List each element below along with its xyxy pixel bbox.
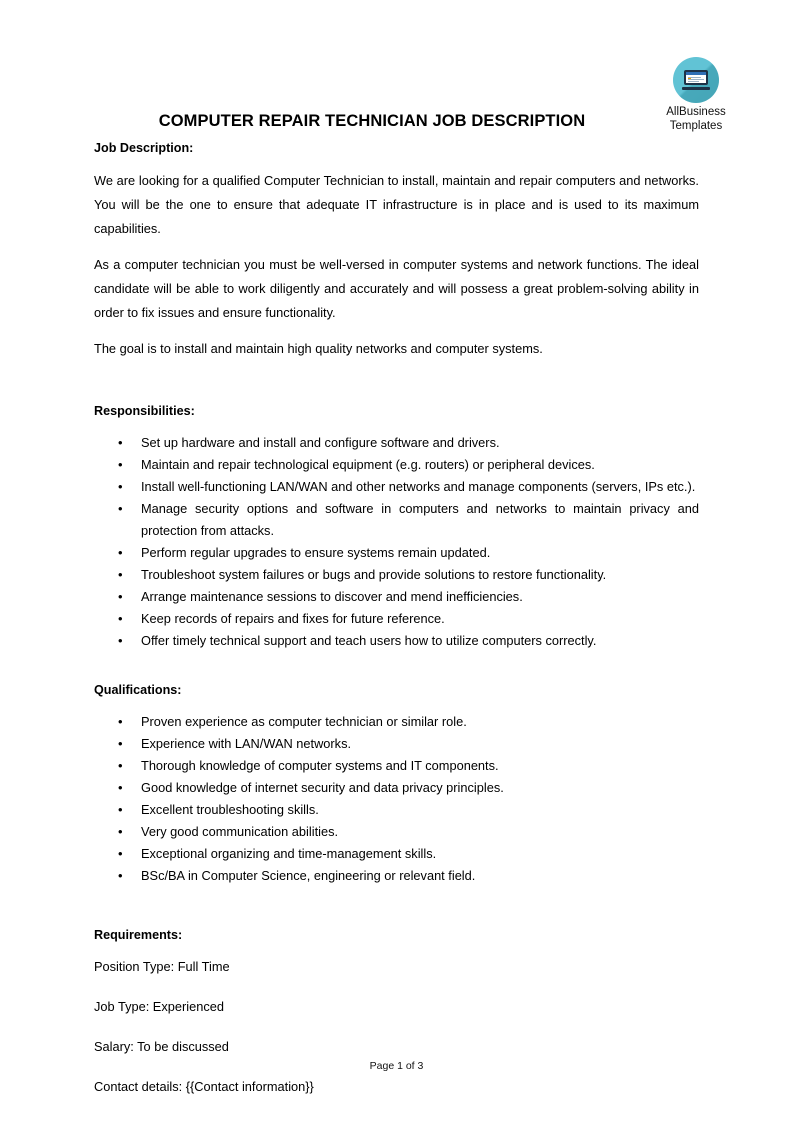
laptop-screen-line: [688, 79, 704, 80]
requirement-contact-details: Contact details: {{Contact information}}: [94, 1079, 314, 1094]
list-item: • Troubleshoot system failures or bugs and provide solutions to restore functionality.: [94, 564, 699, 586]
spacer: [94, 917, 699, 927]
qualifications-heading: Qualifications:: [94, 683, 182, 697]
responsibilities-heading: Responsibilities:: [94, 404, 195, 418]
responsibilities-list: [94, 432, 699, 652]
logo-text: [651, 106, 741, 133]
list-item: • Install well-functioning LAN/WAN and other networks and manage components (servers, IPs etc.).: [94, 476, 699, 498]
list-item: • Maintain and repair technological equipment (e.g. routers) or peripheral devices.: [94, 454, 699, 476]
list-item: • Good knowledge of internet security and data privacy principles.: [94, 777, 699, 799]
list-item: • Arrange maintenance sessions to discover and mend inefficiencies.: [94, 586, 699, 608]
requirements-heading: Requirements:: [94, 928, 183, 942]
laptop-icon: [673, 57, 719, 103]
list-item: • BSc/BA in Computer Science, engineering or relevant field.: [94, 865, 699, 887]
page-footer: Page 1 of 3: [369, 1060, 424, 1072]
spacer: [94, 652, 699, 682]
list-item: • Proven experience as computer technician or similar role.: [94, 711, 699, 733]
list-item: • Experience with LAN/WAN networks.: [94, 733, 699, 755]
logo-text-line2: Templates: [669, 119, 723, 132]
requirement-salary: Salary: To be discussed: [94, 1039, 229, 1054]
laptop-screen: [686, 72, 706, 83]
laptop-base: [682, 87, 710, 90]
laptop-screen-titlebar: [686, 72, 706, 75]
list-item: • Offer timely technical support and teach users how to utilize computers correctly.: [94, 630, 699, 652]
spacer: [94, 887, 699, 917]
list-item: • Thorough knowledge of computer systems and IT components.: [94, 755, 699, 777]
job-description-paragraph: We are looking for a qualified Computer Technician to install, maintain and repair computers and networks. You will be the one to ensure that adequate IT infrastructure is in place and is used to its maximum capabilities.: [94, 173, 699, 236]
allbusiness-templates-logo: [651, 57, 741, 133]
job-description-paragraph: As a computer technician you must be well-versed in computer systems and network functions. The ideal candidate will be able to work diligently and accurately and will possess a great problem-solving ability in order to fix issues and ensure functionality.: [94, 257, 699, 320]
page-title: COMPUTER REPAIR TECHNICIAN JOB DESCRIPTION: [158, 112, 586, 130]
list-item: • Keep records of repairs and fixes for future reference.: [94, 608, 699, 630]
requirement-position-type: Position Type: Full Time: [94, 959, 230, 974]
laptop-lid: [684, 70, 708, 85]
spacer: [94, 373, 699, 403]
laptop-screen-line: [688, 77, 701, 78]
list-item: • Excellent troubleshooting skills.: [94, 799, 699, 821]
job-description-heading: Job Description:: [94, 141, 194, 155]
job-description-paragraph: The goal is to install and maintain high quality networks and computer systems.: [94, 341, 543, 356]
logo-text-line1: AllBusiness: [666, 106, 726, 118]
qualifications-list: [94, 711, 699, 887]
list-item: • Perform regular upgrades to ensure systems remain updated.: [94, 542, 699, 564]
list-item: • Set up hardware and install and configure software and drivers.: [94, 432, 699, 454]
list-item: • Manage security options and software in computers and networks to maintain privacy and protection from attacks.: [94, 498, 699, 542]
laptop-screen-line: [688, 81, 699, 82]
requirement-job-type: Job Type: Experienced: [94, 999, 224, 1014]
laptop-glyph: [682, 70, 710, 90]
list-item: • Exceptional organizing and time-management skills.: [94, 843, 699, 865]
document-body: [94, 140, 699, 1116]
list-item: • Very good communication abilities.: [94, 821, 699, 843]
